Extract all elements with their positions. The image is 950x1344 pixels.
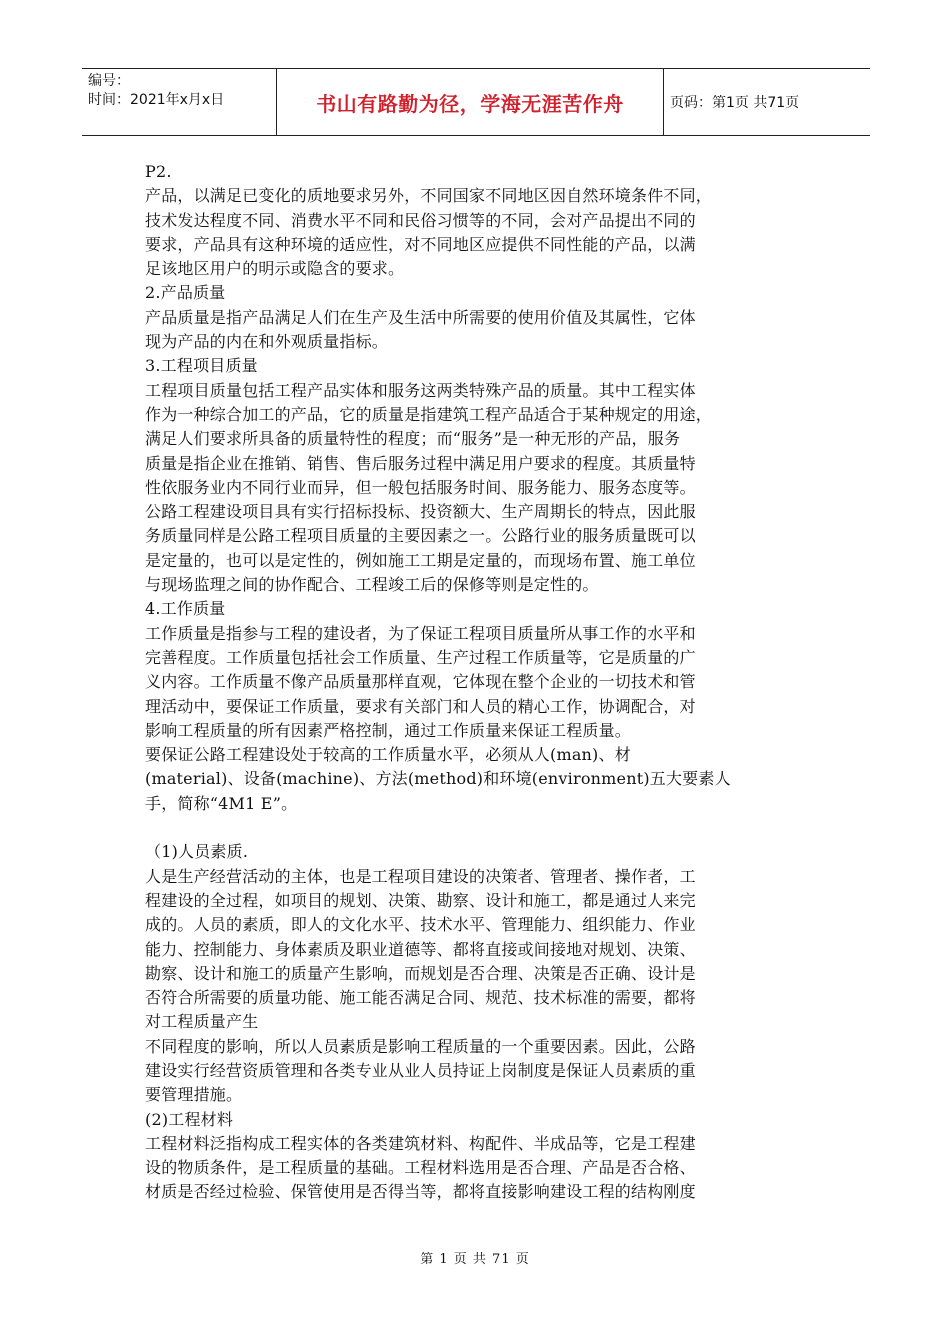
body-text-line: 工程项目质量包括工程产品实体和服务这两类特殊产品的质量。其中工程实体 xyxy=(145,380,696,400)
body-text-line: 影响工程质量的所有因素严格控制，通过工作质量来保证工程质量。 xyxy=(145,720,632,740)
body-text-line: 产品，以满足已变化的质地要求另外，不同国家不同地区因自然环境条件不同， xyxy=(145,186,713,206)
body-text-line: 要管理措施。 xyxy=(145,1085,243,1105)
body-text-line: （1)人员素质. xyxy=(145,842,249,862)
body-text-line: 产品质量是指产品满足人们在生产及生活中所需要的使用价值及其属性，它体 xyxy=(145,307,696,327)
body-text-line: 否符合所需要的质量功能、施工能否满足合同、规范、技术标准的需要，都将 xyxy=(145,988,696,1008)
body-text-line: 2.产品质量 xyxy=(145,283,226,303)
body-text-line: 质量是指企业在推销、销售、售后服务过程中满足用户要求的程度。其质量特 xyxy=(145,453,696,473)
body-text-line: 工程材料泛指构成工程实体的各类建筑材料、构配件、半成品等，它是工程建 xyxy=(145,1133,696,1153)
body-text-line: 满足人们要求所具备的质量特性的程度；而“服务”是一种无形的产品，服务 xyxy=(145,429,681,449)
body-text-line: (material)、设备(machine)、方法(method)和环境(environment)五大要素人 xyxy=(145,769,731,789)
body-text-line: 3.工程项目质量 xyxy=(145,356,258,376)
body-text-line: 性依服务业内不同行业而异，但一般包括服务时间、服务能力、服务态度等。 xyxy=(145,477,696,497)
body-text-line: 不同程度的影响，所以人员素质是影响工程质量的一个重要因素。因此，公路 xyxy=(145,1036,696,1056)
body-text-line: 对工程质量产生 xyxy=(145,1012,259,1032)
body-text-line: (2)工程材料 xyxy=(145,1109,234,1129)
body-text-line: 与现场监理之间的协作配合、工程竣工后的保修等则是定性的。 xyxy=(145,575,599,595)
body-text-line: 设的物质条件，是工程质量的基础。工程材料选用是否合理、产品是否合格、 xyxy=(145,1158,696,1178)
body-text-line: 现为产品的内在和外观质量指标。 xyxy=(145,332,389,352)
body-text-line: 成的。人员的素质，即人的文化水平、技术水平、管理能力、组织能力、作业 xyxy=(145,915,696,935)
body-text-line: 人是生产经营活动的主体，也是工程项目建设的决策者、管理者、操作者，工 xyxy=(145,866,696,886)
body-text-line: 技术发达程度不同、消费水平不同和民俗习惯等的不同，会对产品提出不同的 xyxy=(145,210,696,230)
document-number-label: 编号： xyxy=(88,73,130,89)
body-text-line: 能力、控制能力、身体素质及职业道德等、都将直接或间接地对规划、决策、 xyxy=(145,939,696,959)
body-text-line: 4.工作质量 xyxy=(145,599,226,619)
body-text-line: 勘察、设计和施工的质量产生影响，而规划是否合理、决策是否正确、设计是 xyxy=(145,963,696,983)
page-footer: 第 1 页 共 71 页 xyxy=(420,1252,530,1267)
body-text-line: 手，简称“4M1 E”。 xyxy=(145,793,298,813)
body-text-line: 要求，产品具有这种环境的适应性，对不同地区应提供不同性能的产品，以满 xyxy=(145,234,696,254)
page-header xyxy=(82,68,870,136)
body-text-line: 理活动中，要保证工作质量，要求有关部门和人员的精心工作，协调配合，对 xyxy=(145,696,696,716)
document-date: 时间：2021年x月x日 xyxy=(88,92,225,108)
body-text-line: 建设实行经营资质管理和各类专业从业人员持证上岗制度是保证人员素质的重 xyxy=(145,1060,696,1080)
body-text-line: 工作质量是指参与工程的建设者，为了保证工程项目质量所从事工作的水平和 xyxy=(145,623,696,643)
body-text-line: 是定量的，也可以是定性的，例如施工工期是定量的，而现场布置、施工单位 xyxy=(145,550,696,570)
body-text-line: P2. xyxy=(145,162,172,181)
body-text-line: 材质是否经过检验、保管使用是否得当等，都将直接影响建设工程的结构刚度 xyxy=(145,1182,696,1202)
body-text-line: 程建设的全过程，如项目的规划、决策、勘察、设计和施工，都是通过人来完 xyxy=(145,890,696,910)
body-text-line: 义内容。工作质量不像产品质量那样直观，它体现在整个企业的一切技术和管 xyxy=(145,672,696,692)
header-meta xyxy=(82,69,282,135)
body-text-line: 足该地区用户的明示或隐含的要求。 xyxy=(145,259,405,279)
header-page-info: 页码：第1页 共71页 xyxy=(670,95,800,111)
body-text-line: 要保证公路工程建设处于较高的工作质量水平，必须从人(man)、材 xyxy=(145,745,631,765)
body-text-line: 公路工程建设项目具有实行招标投标、投资额大、生产周期长的特点，因此服 xyxy=(145,502,696,522)
document-body xyxy=(145,160,805,1205)
body-text-line: 务质量同样是公路工程项目质量的主要因素之一。公路行业的服务质量既可以 xyxy=(145,526,696,546)
body-text-line: 完善程度。工作质量包括社会工作质量、生产过程工作质量等，它是质量的广 xyxy=(145,647,696,667)
header-motto: 书山有路勤为径，学海无涯苦作舟 xyxy=(316,91,624,116)
blank-line xyxy=(145,816,805,840)
body-text-line: 作为一种综合加工的产品，它的质量是指建筑工程产品适合于某种规定的用途， xyxy=(145,404,713,424)
